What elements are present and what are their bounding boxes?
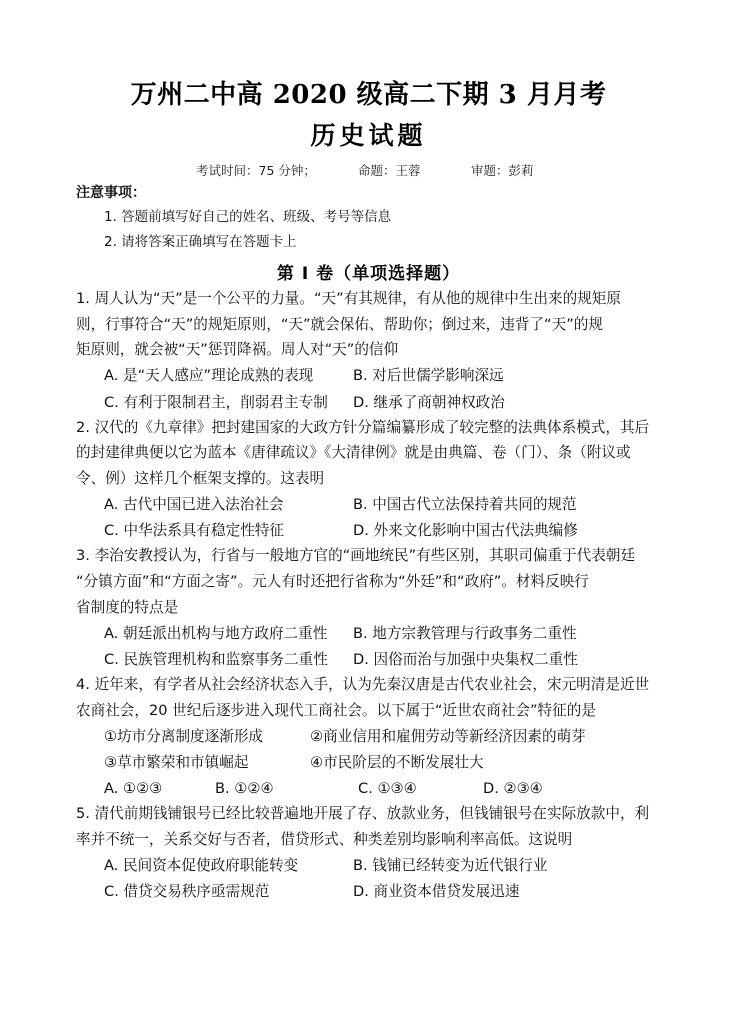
option-b: B. 中国古代立法保持着共同的规范 [353,496,577,513]
exam-subtitle: 历史试题 [310,121,427,150]
notes-heading: 注意事项： [76,185,146,201]
option-a: A. 民间资本促使政府职能转变 [104,857,299,874]
exam-title: 万州二中高 2020 级高二下期 3 月月考 [130,80,607,110]
option-c: C. 有利于限制君主，削弱君主专制 [104,394,328,411]
note-item: 1. 答题前填写好自己的姓名、班级、考号等信息 [104,209,392,225]
question-text-line: 省制度的特点是 [76,599,179,616]
option-c: C. 民族管理机构和监察事务二重性 [104,651,328,668]
option-d: D. 商业资本借贷发展迅速 [353,883,520,900]
statement-3: ③草市繁荣和市镇崛起 [104,754,249,771]
question-text-line: 的封建律典便以它为蓝本《唐律疏议》《大清律例》就是由典篇、卷（门）、条（附议或 [76,444,631,461]
note-item: 2. 请将答案正确填写在答题卡上 [104,234,297,250]
exam-time: 考试时间：75 分钟； [196,163,316,178]
question-text-line: 令、例）这样几个框架支撑的。这表明 [76,470,325,487]
option-c: C. 借贷交易秩序亟需规范 [104,883,270,900]
option-b: B. 对后世儒学影响深远 [353,367,504,384]
question-text-line: 农商社会，20 世纪后逐步进入现代工商社会。以下属于“近世农商社会”特征的是 [76,702,596,719]
exam-author: 命题：王蓉 [358,163,421,178]
question-text-line: 1. 周人认为“天”是一个公平的力量。“天”有其规律，有从他的规律中生出来的规矩原 [76,290,621,307]
statement-4: ④市民阶层的不断发展壮大 [310,754,484,771]
option-d: D. ②③④ [483,780,543,797]
question-text-line: 3. 李治安教授认为，行省与一般地方官的“画地统民”有些区别，其职司偏重于代表朝廷 [76,547,636,564]
section-title: 第 I 卷（单项选择题） [276,264,461,284]
option-d: D. 外来文化影响中国古代法典编修 [353,522,578,539]
option-b: B. ①②④ [215,780,274,797]
option-c: C. 中华法系具有稳定性特征 [104,522,285,539]
option-d: D. 因俗而治与加强中央集权二重性 [353,651,578,668]
option-c: C. ①③④ [358,780,417,797]
question-text-line: 率并不统一，关系交好与否者，借贷形式、种类差别均影响利率高低。这说明 [76,831,573,848]
option-a: A. 是“天人感应”理论成熟的表现 [104,367,314,384]
option-a: A. 古代中国已进入法治社会 [104,496,284,513]
option-b: B. 钱铺已经转变为近代银行业 [353,857,548,874]
question-text-line: “分镇方面”和“方面之寄”。元人有时还把行省称为“外廷”和“政府”。材料反映行 [76,573,589,590]
question-text-line: 矩原则，就会被“天”惩罚降祸。周人对“天”的信仰 [76,341,399,358]
option-a: A. 朝廷派出机构与地方政府二重性 [104,625,328,642]
question-text-line: 5. 清代前期钱铺银号已经比较普遍地开展了存、放款业务，但钱铺银号在实际放款中，利 [76,805,650,822]
question-text-line: 则，行事符合“天”的规矩原则，“天”就会保佑、帮助你；倒过来，违背了“天”的规 [76,316,603,333]
option-a: A. ①②③ [104,780,163,797]
statement-2: ②商业信用和雇佣劳动等新经济因素的萌芽 [310,728,586,745]
statement-1: ①坊市分离制度逐渐形成 [104,728,264,745]
exam-reviewer: 审题：彭莉 [471,163,534,178]
question-text-line: 4. 近年来，有学者从社会经济状态入手，认为先秦汉唐是古代农业社会，宋元明清是近世 [76,676,650,693]
option-d: D. 继承了商朝神权政治 [353,394,505,411]
option-b: B. 地方宗教管理与行政事务二重性 [353,625,577,642]
question-text-line: 2. 汉代的《九章律》把封建国家的大政方针分篇编纂形成了较完整的法典体系模式，其后 [76,419,650,436]
